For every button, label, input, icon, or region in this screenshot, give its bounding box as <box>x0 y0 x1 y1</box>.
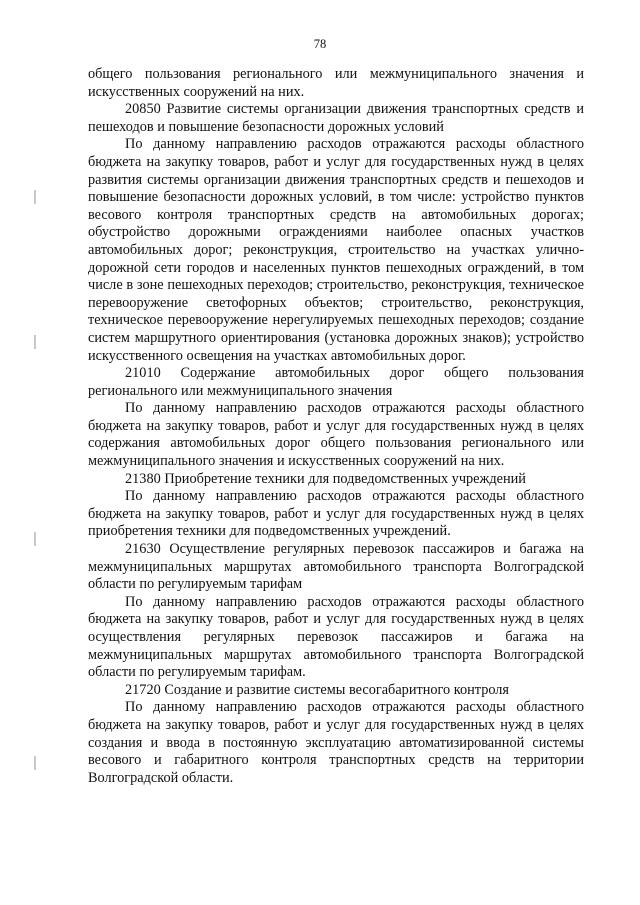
body-paragraph-21010: По данному направлению расходов отражаются расходы областного бюджета на закупку товаров, работ и услуг для государственных нужд в целях содержания автомобильных дорог общего пользования регионального или межмуниципального значения и искусственных сооружений на них. <box>88 400 584 470</box>
body-paragraph-21720: По данному направлению расходов отражаются расходы областного бюджета на закупку товаров, работ и услуг для государственных нужд в целях создания и ввода в постоянную эксплуатацию автоматизированной системы весового и габаритного контроля транспортных средств на территории Волгоградской области. <box>88 699 584 786</box>
document-body <box>88 66 584 787</box>
section-heading-20850: 20850 Развитие системы организации движения транспортных средств и пешеходов и повышение безопасности дорожных условий <box>88 101 584 135</box>
section-heading-21630: 21630 Осуществление регулярных перевозок пассажиров и багажа на межмуниципальных маршрутах автомобильного транспорта Волгоградской области по регулируемым тарифам <box>88 541 584 593</box>
continuation-paragraph: общего пользования регионального или межмуниципального значения и искусственных сооружений на них. <box>88 66 584 100</box>
scan-margin-mark <box>34 756 36 770</box>
scan-margin-mark <box>34 335 36 349</box>
body-paragraph-21630: По данному направлению расходов отражаются расходы областного бюджета на закупку товаров, работ и услуг для государственных нужд в целях осуществления регулярных перевозок пассажиров и багажа на межмуниципальных маршрутах автомобильного транспорта Волгоградской области по регулируемым тарифам. <box>88 593 584 681</box>
body-paragraph-20850: По данному направлению расходов отражаются расходы областного бюджета на закупку товаров, работ и услуг для государственных нужд в целях развития системы организации движения транспортных средств и пешеходов и повышение безопасности дорожных условий, в том числе: устройство пунктов весового контроля транспортных средств на автомобильных дорогах; обустройство дорожными ограждениями наиболее опасных участков автомобильных дорог; реконструкция, строительство на участках улично-дорожной сети городов и населенных пунктов пешеходных ограждений, в том числе в зоне пешеходных переходов; строительство, реконструкция, техническое перевооружение светофорных объектов; строительство, реконструкция, техническое перевооружение нерегулируемых пешеходных переходов; создание систем маршрутного ориентирования (установка дорожных знаков); устройство искусственного освещения на участках автомобильных дорог. <box>88 136 584 364</box>
body-paragraph-21380: По данному направлению расходов отражаются расходы областного бюджета на закупку товаров, работ и услуг для государственных нужд в целях приобретения техники для подведомственных учреждений. <box>88 488 584 540</box>
page-number: 78 <box>313 37 327 51</box>
scan-margin-mark <box>34 190 36 204</box>
section-heading-21380: 21380 Приобретение техники для подведомственных учреждений <box>125 470 526 487</box>
section-heading-21010: 21010 Содержание автомобильных дорог общего пользования регионального или межмуниципального значения <box>88 365 584 399</box>
section-heading-21720: 21720 Создание и развитие системы весогабаритного контроля <box>125 681 510 698</box>
scan-margin-mark <box>34 532 36 546</box>
